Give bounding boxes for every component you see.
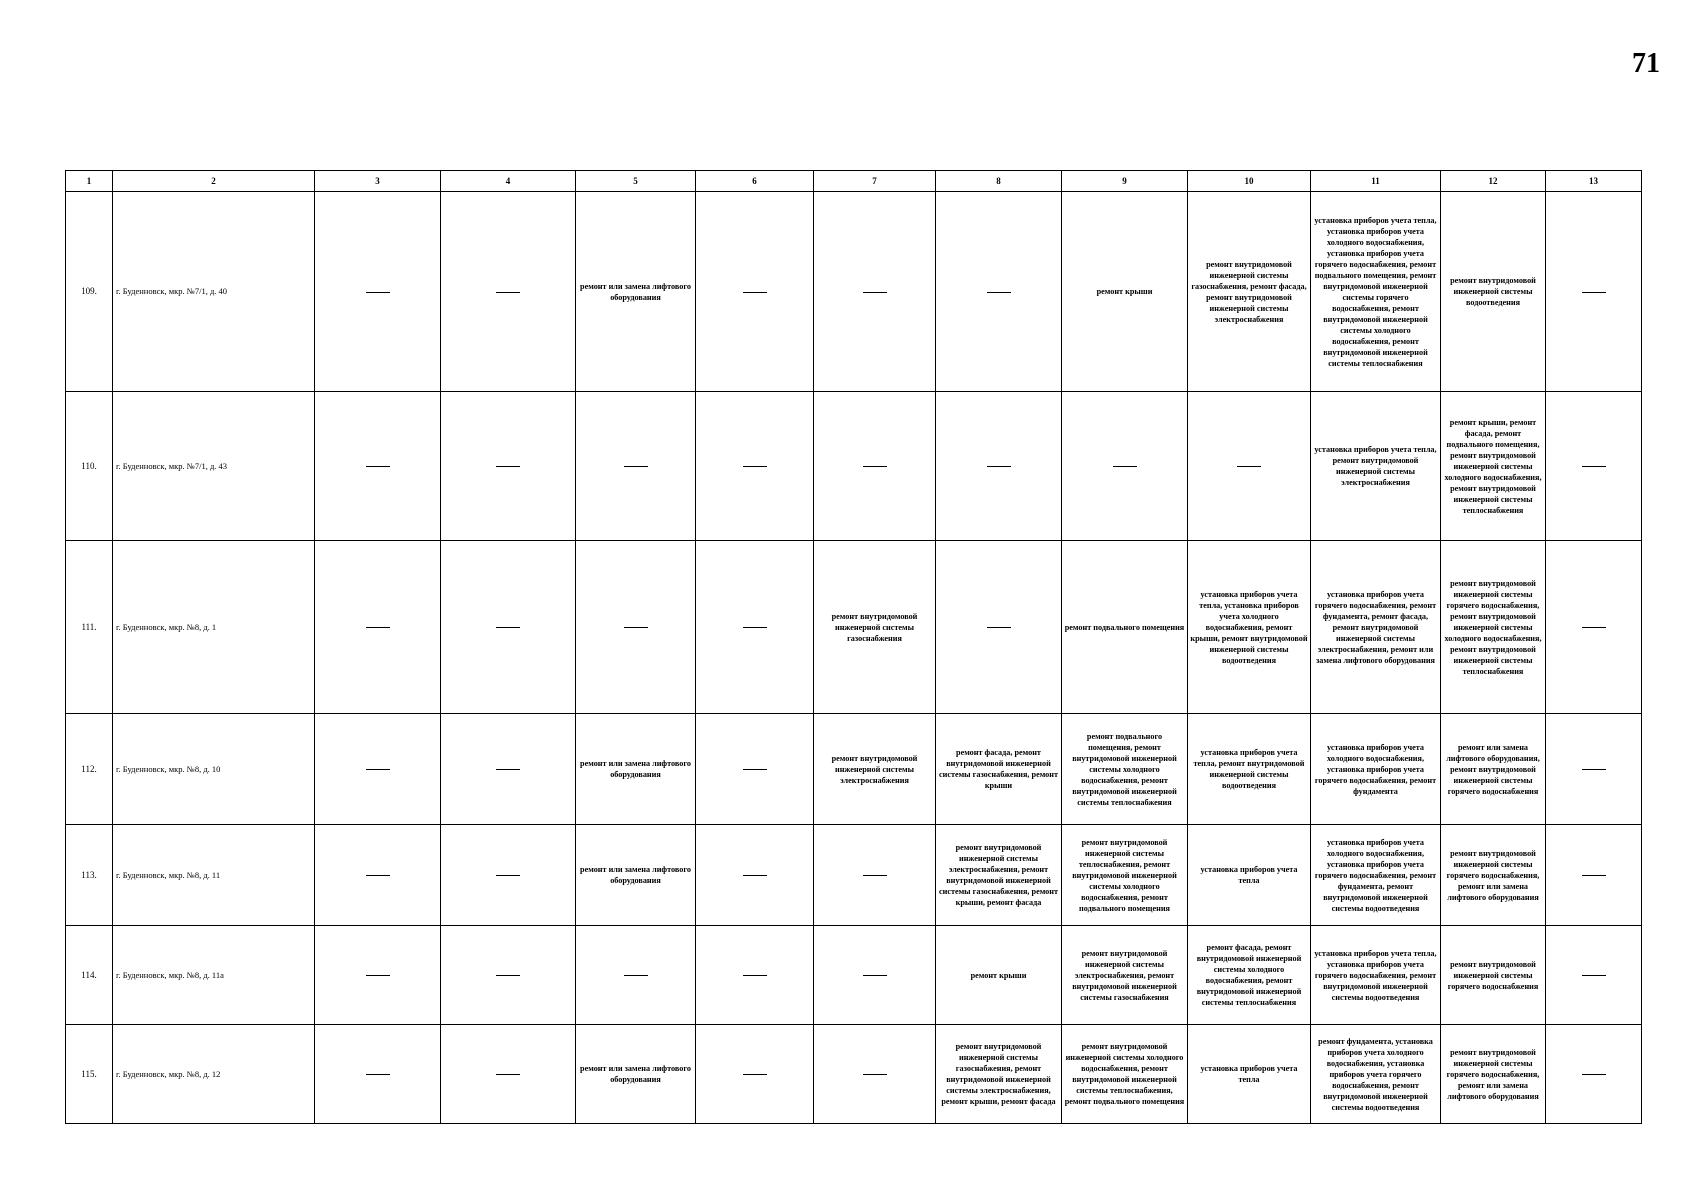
dash-mark <box>366 466 390 467</box>
empty-cell <box>696 1025 814 1124</box>
dash-mark <box>743 466 767 467</box>
work-cell: ремонт внутридомовой инженерной системы газоснабжения, ремонт внутридомовой инженерной системы электроснабжения, ремонт крыши, ремонт фасада <box>936 1025 1062 1124</box>
empty-cell <box>936 541 1062 714</box>
dash-mark <box>743 769 767 770</box>
empty-cell <box>315 192 441 392</box>
empty-cell <box>441 1025 576 1124</box>
work-cell: установка приборов учета тепла, установка приборов учета холодного водоснабжения, ремонт крыши, ремонт внутридомовой инженерной системы водоотведения <box>1188 541 1311 714</box>
row-number: 111. <box>66 541 113 714</box>
empty-cell <box>576 392 696 541</box>
work-cell: установка приборов учета тепла, установка приборов учета холодного водоснабжения, установка приборов учета горячего водоснабжения, ремонт подвального помещения, ремонт внутридомовой инженерной системы горячего водоснабжения, ремонт внутридомовой инженерной системы холодного водоснабжения, ремонт внутридомовой инженерной системы теплоснабжения <box>1311 192 1441 392</box>
empty-cell <box>1546 926 1642 1025</box>
work-cell: ремонт внутридомовой инженерной системы газоснабжения, ремонт фасада, ремонт внутридомовой инженерной системы электроснабжения <box>1188 192 1311 392</box>
dash-mark <box>743 292 767 293</box>
dash-mark <box>1582 875 1606 876</box>
empty-cell <box>696 192 814 392</box>
work-cell: ремонт или замена лифтового оборудования <box>576 192 696 392</box>
row-address: г. Буденновск, мкр. №8, д. 1 <box>113 541 315 714</box>
work-cell: установка приборов учета тепла <box>1188 825 1311 926</box>
empty-cell <box>696 825 814 926</box>
column-header: 9 <box>1062 171 1188 192</box>
dash-mark <box>496 769 520 770</box>
table-row <box>66 926 1642 1025</box>
row-number: 109. <box>66 192 113 392</box>
empty-cell <box>1546 825 1642 926</box>
dash-mark <box>743 627 767 628</box>
table-row <box>66 392 1642 541</box>
column-header: 6 <box>696 171 814 192</box>
dash-mark <box>863 875 887 876</box>
column-number-row <box>66 171 1642 192</box>
column-header: 4 <box>441 171 576 192</box>
empty-cell <box>1546 1025 1642 1124</box>
dash-mark <box>366 292 390 293</box>
empty-cell <box>1546 541 1642 714</box>
dash-mark <box>863 975 887 976</box>
empty-cell <box>441 541 576 714</box>
empty-cell <box>936 192 1062 392</box>
work-cell: ремонт подвального помещения <box>1062 541 1188 714</box>
column-header: 1 <box>66 171 113 192</box>
empty-cell <box>315 825 441 926</box>
table-row <box>66 192 1642 392</box>
row-address: г. Буденновск, мкр. №8, д. 11а <box>113 926 315 1025</box>
dash-mark <box>863 466 887 467</box>
dash-mark <box>366 627 390 628</box>
work-cell: установка приборов учета холодного водоснабжения, установка приборов учета горячего водоснабжения, ремонт фундамента, ремонт внутридомовой инженерной системы водоотведения <box>1311 825 1441 926</box>
dash-mark <box>496 627 520 628</box>
empty-cell <box>576 926 696 1025</box>
empty-cell <box>814 192 936 392</box>
row-address: г. Буденновск, мкр. №8, д. 11 <box>113 825 315 926</box>
dash-mark <box>1113 466 1137 467</box>
dash-mark <box>1582 1074 1606 1075</box>
empty-cell <box>1546 192 1642 392</box>
dash-mark <box>496 292 520 293</box>
empty-cell <box>441 392 576 541</box>
row-number: 112. <box>66 714 113 825</box>
row-address: г. Буденновск, мкр. №7/1, д. 43 <box>113 392 315 541</box>
work-cell: ремонт внутридомовой инженерной системы теплоснабжения, ремонт внутридомовой инженерной системы холодного водоснабжения, ремонт подвального помещения <box>1062 825 1188 926</box>
dash-mark <box>366 1074 390 1075</box>
empty-cell <box>315 714 441 825</box>
column-header: 3 <box>315 171 441 192</box>
dash-mark <box>987 292 1011 293</box>
work-cell: ремонт внутридомовой инженерной системы электроснабжения <box>814 714 936 825</box>
dash-mark <box>987 466 1011 467</box>
empty-cell <box>1062 392 1188 541</box>
work-cell: ремонт внутридомовой инженерной системы газоснабжения <box>814 541 936 714</box>
dash-mark <box>496 1074 520 1075</box>
work-cell: ремонт внутридомовой инженерной системы водоотведения <box>1441 192 1546 392</box>
dash-mark <box>743 875 767 876</box>
row-address: г. Буденновск, мкр. №8, д. 10 <box>113 714 315 825</box>
empty-cell <box>576 541 696 714</box>
repair-schedule-table <box>65 170 1642 1124</box>
dash-mark <box>1582 627 1606 628</box>
dash-mark <box>1237 466 1261 467</box>
column-header: 2 <box>113 171 315 192</box>
column-header: 11 <box>1311 171 1441 192</box>
dash-mark <box>366 875 390 876</box>
table-row <box>66 714 1642 825</box>
work-cell: ремонт фасада, ремонт внутридомовой инженерной системы холодного водоснабжения, ремонт внутридомовой инженерной системы теплоснабжения <box>1188 926 1311 1025</box>
empty-cell <box>315 541 441 714</box>
dash-mark <box>496 975 520 976</box>
empty-cell <box>315 392 441 541</box>
dash-mark <box>863 292 887 293</box>
row-address: г. Буденновск, мкр. №8, д. 12 <box>113 1025 315 1124</box>
work-cell: ремонт крыши, ремонт фасада, ремонт подвального помещения, ремонт внутридомовой инженерной системы холодного водоснабжения, ремонт внутридомовой инженерной системы теплоснабжения <box>1441 392 1546 541</box>
work-cell: ремонт крыши <box>936 926 1062 1025</box>
empty-cell <box>441 192 576 392</box>
dash-mark <box>496 466 520 467</box>
dash-mark <box>1582 292 1606 293</box>
table-body <box>66 192 1642 1124</box>
table-row <box>66 825 1642 926</box>
work-cell: установка приборов учета холодного водоснабжения, установка приборов учета горячего водоснабжения, ремонт фундамента <box>1311 714 1441 825</box>
work-cell: ремонт или замена лифтового оборудования <box>576 714 696 825</box>
empty-cell <box>315 1025 441 1124</box>
work-cell: ремонт или замена лифтового оборудования <box>576 1025 696 1124</box>
empty-cell <box>441 926 576 1025</box>
row-number: 115. <box>66 1025 113 1124</box>
work-cell: установка приборов учета тепла, ремонт внутридомовой инженерной системы электроснабжения <box>1311 392 1441 541</box>
work-cell: установка приборов учета тепла, ремонт внутридомовой инженерной системы водоотведения <box>1188 714 1311 825</box>
column-header: 7 <box>814 171 936 192</box>
column-header: 13 <box>1546 171 1642 192</box>
empty-cell <box>814 926 936 1025</box>
column-header: 8 <box>936 171 1062 192</box>
empty-cell <box>814 1025 936 1124</box>
empty-cell <box>1546 392 1642 541</box>
column-header: 10 <box>1188 171 1311 192</box>
work-cell: ремонт внутридомовой инженерной системы горячего водоснабжения, ремонт внутридомовой инженерной системы холодного водоснабжения, ремонт внутридомовой инженерной системы теплоснабжения <box>1441 541 1546 714</box>
empty-cell <box>696 392 814 541</box>
dash-mark <box>1582 466 1606 467</box>
empty-cell <box>441 714 576 825</box>
work-cell: ремонт внутридомовой инженерной системы электроснабжения, ремонт внутридомовой инженерной системы газоснабжения, ремонт крыши, ремонт фасада <box>936 825 1062 926</box>
empty-cell <box>696 926 814 1025</box>
dash-mark <box>743 1074 767 1075</box>
work-cell: установка приборов учета горячего водоснабжения, ремонт фундамента, ремонт фасада, ремонт внутридомовой инженерной системы электроснабжения, ремонт или замена лифтового оборудования <box>1311 541 1441 714</box>
work-cell: ремонт фасада, ремонт внутридомовой инженерной системы газоснабжения, ремонт крыши <box>936 714 1062 825</box>
empty-cell <box>1546 714 1642 825</box>
empty-cell <box>814 392 936 541</box>
dash-mark <box>624 466 648 467</box>
work-cell: ремонт или замена лифтового оборудования <box>576 825 696 926</box>
dash-mark <box>624 627 648 628</box>
row-number: 114. <box>66 926 113 1025</box>
table-row <box>66 541 1642 714</box>
work-cell: ремонт крыши <box>1062 192 1188 392</box>
dash-mark <box>624 975 648 976</box>
table-row <box>66 1025 1642 1124</box>
dash-mark <box>987 627 1011 628</box>
dash-mark <box>863 1074 887 1075</box>
empty-cell <box>1188 392 1311 541</box>
work-cell: ремонт внутридомовой инженерной системы горячего водоснабжения <box>1441 926 1546 1025</box>
empty-cell <box>441 825 576 926</box>
dash-mark <box>743 975 767 976</box>
dash-mark <box>1582 975 1606 976</box>
empty-cell <box>814 825 936 926</box>
empty-cell <box>315 926 441 1025</box>
dash-mark <box>366 769 390 770</box>
row-number: 113. <box>66 825 113 926</box>
work-cell: ремонт подвального помещения, ремонт внутридомовой инженерной системы холодного водоснабжения, ремонт внутридомовой инженерной системы теплоснабжения <box>1062 714 1188 825</box>
page-number: 71 <box>1632 48 1660 79</box>
work-cell: установка приборов учета тепла <box>1188 1025 1311 1124</box>
empty-cell <box>936 392 1062 541</box>
work-cell: ремонт или замена лифтового оборудования, ремонт внутридомовой инженерной системы горячего водоснабжения <box>1441 714 1546 825</box>
row-number: 110. <box>66 392 113 541</box>
dash-mark <box>496 875 520 876</box>
dash-mark <box>366 975 390 976</box>
empty-cell <box>696 714 814 825</box>
work-cell: установка приборов учета тепла, установка приборов учета горячего водоснабжения, ремонт внутридомовой инженерной системы водоотведения <box>1311 926 1441 1025</box>
work-cell: ремонт внутридомовой инженерной системы холодного водоснабжения, ремонт внутридомовой инженерной системы теплоснабжения, ремонт подвального помещения <box>1062 1025 1188 1124</box>
row-address: г. Буденновск, мкр. №7/1, д. 40 <box>113 192 315 392</box>
column-header: 12 <box>1441 171 1546 192</box>
work-cell: ремонт фундамента, установка приборов учета холодного водоснабжения, установка приборов учета горячего водоснабжения, ремонт внутридомовой инженерной системы водоотведения <box>1311 1025 1441 1124</box>
empty-cell <box>696 541 814 714</box>
column-header: 5 <box>576 171 696 192</box>
work-cell: ремонт внутридомовой инженерной системы электроснабжения, ремонт внутридомовой инженерной системы газоснабжения <box>1062 926 1188 1025</box>
dash-mark <box>1582 769 1606 770</box>
work-cell: ремонт внутридомовой инженерной системы горячего водоснабжения, ремонт или замена лифтового оборудования <box>1441 1025 1546 1124</box>
work-cell: ремонт внутридомовой инженерной системы горячего водоснабжения, ремонт или замена лифтового оборудования <box>1441 825 1546 926</box>
